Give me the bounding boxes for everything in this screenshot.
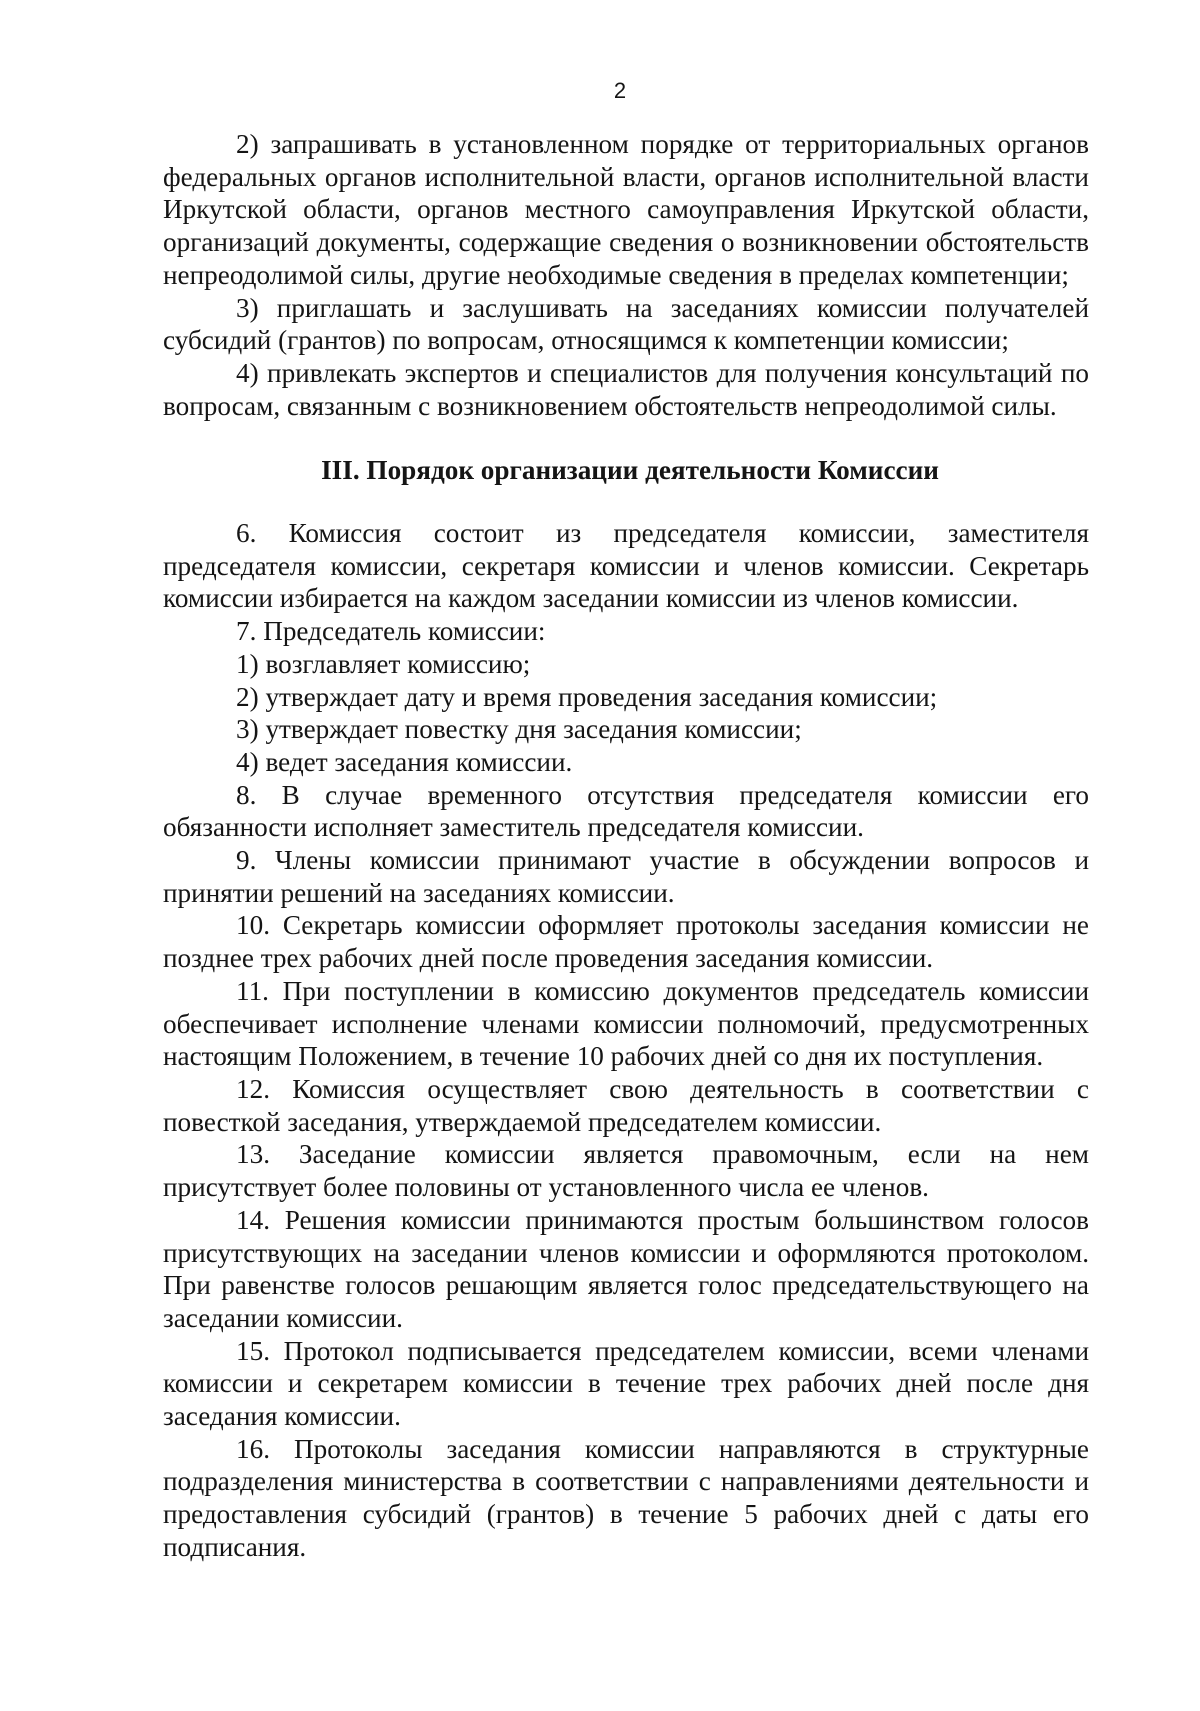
paragraph-12: 12. Комиссия осуществляет свою деятельность в соответствии с повесткой заседания, утверждаемой председателем комиссии.: [163, 1073, 1089, 1137]
paragraph-7-item-3: 3) утверждает повестку дня заседания комиссии;: [236, 714, 802, 745]
paragraph-15: 15. Протокол подписывается председателем комиссии, всеми членами комиссии и секретарем комиссии в течение трех рабочих дней после дня заседания комиссии.: [163, 1335, 1089, 1432]
paragraph-item-4: 4) привлекать экспертов и специалистов для получения консультаций по вопросам, связанным с возникновением обстоятельств непреодолимой силы.: [163, 357, 1089, 421]
document-body: [163, 128, 1089, 1564]
paragraph-6: 6. Комиссия состоит из председателя комиссии, заместителя председателя комиссии, секретаря комиссии и членов комиссии. Секретарь комиссии избирается на каждом заседании комиссии из членов комиссии.: [163, 518, 1089, 614]
page-number: 2: [613, 78, 627, 103]
paragraph-16: 16. Протоколы заседания комиссии направляются в структурные подразделения министерства в соответствии с направлениями деятельности и предоставления субсидий (грантов) в течение 5 рабочих дней с даты его подписания.: [163, 1433, 1089, 1562]
paragraph-13: 13. Заседание комиссии является правомочным, если на нем присутствует более половины от установленного числа ее членов.: [163, 1139, 1089, 1203]
paragraph-8: 8. В случае временного отсутствия председателя комиссии его обязанности исполняет заместитель председателя комиссии.: [163, 779, 1089, 843]
paragraph-item-3: 3) приглашать и заслушивать на заседаниях комиссии получателей субсидий (грантов) по вопросам, относящимся к компетенции комиссии;: [163, 292, 1089, 356]
paragraph-14: 14. Решения комиссии принимаются простым большинством голосов присутствующих на заседании членов комиссии и оформляются протоколом. При равенстве голосов решающим является голос председательствующего на заседании комиссии.: [163, 1204, 1089, 1333]
paragraph-9: 9. Члены комиссии принимают участие в обсуждении вопросов и принятии решений на заседаниях комиссии.: [163, 845, 1089, 908]
paragraph-item-2: 2) запрашивать в установленном порядке от территориальных органов федеральных органов исполнительной власти, органов исполнительной власти Иркутской области, органов местного самоуправления Иркутской области, организаций документы, содержащие сведения о возникновении обстоятельств непреодолимой силы, другие необходимые сведения в пределах компетенции;: [163, 129, 1089, 290]
paragraph-7-item-1: 1) возглавляет комиссию;: [236, 648, 531, 679]
paragraph-7: 7. Председатель комиссии:: [236, 616, 546, 647]
section-heading: III. Порядок организации деятельности Комиссии: [321, 455, 939, 486]
paragraph-11: 11. При поступлении в комиссию документов председатель комиссии обеспечивает исполнение членами комиссии полномочий, предусмотренных настоящим Положением, в течение 10 рабочих дней со дня их поступления.: [163, 975, 1089, 1072]
paragraph-7-item-4: 4) ведет заседания комиссии.: [236, 746, 573, 777]
paragraph-7-item-2: 2) утверждает дату и время проведения заседания комиссии;: [236, 681, 938, 712]
paragraph-10: 10. Секретарь комиссии оформляет протоколы заседания комиссии не позднее трех рабочих дней после проведения заседания комиссии.: [163, 910, 1089, 974]
